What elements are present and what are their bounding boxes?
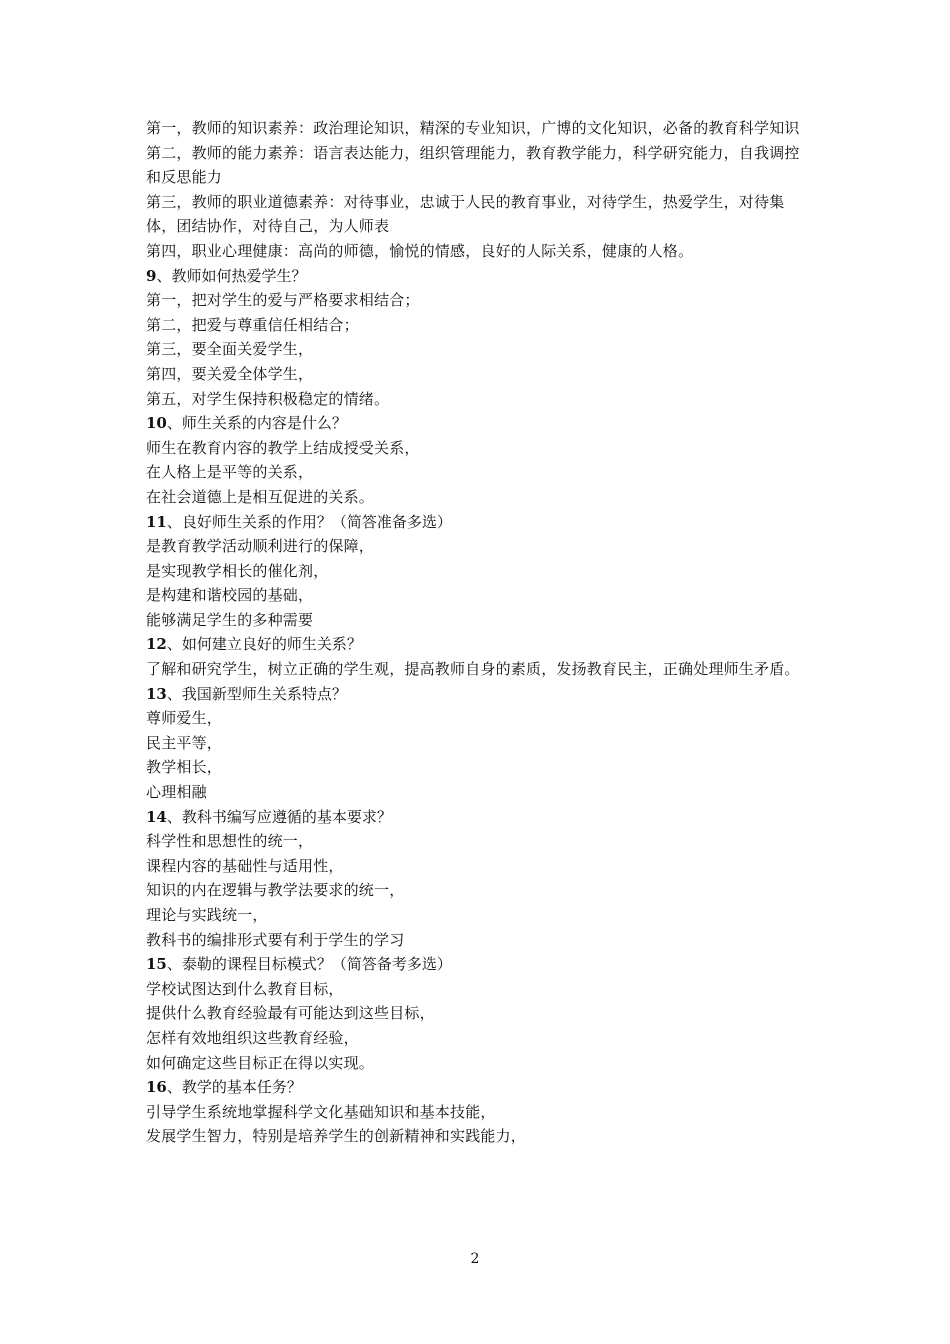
paragraph-line: 第三，要全面关爱学生， xyxy=(146,340,314,359)
question-number: 11 xyxy=(146,512,167,531)
paragraph-line: 如何确定这些目标正在得以实现。 xyxy=(146,1053,375,1072)
question-number: 13 xyxy=(146,684,167,703)
paragraph-line: 引导学生系统地掌握科学文化基础知识和基本技能， xyxy=(146,1102,496,1121)
question-text: 、教师如何热爱学生？ xyxy=(156,266,307,285)
question-number: 9 xyxy=(146,266,157,285)
paragraph-line: 第四，职业心理健康：高尚的师德，愉悦的情感，良好的人际关系，健康的人格。 xyxy=(146,241,694,260)
paragraph-line: 第一，教师的知识素养：政治理论知识，精深的专业知识，广博的文化知识，必备的教育科学知识 xyxy=(146,119,800,137)
paragraph-line: 第二，教师的能力素养：语言表达能力，组织管理能力，教育教学能力，科学研究能力，自我调控和反思能力 xyxy=(146,143,800,187)
question-number: 12 xyxy=(146,635,167,654)
paragraph-line: 是构建和谐校园的基础， xyxy=(146,586,314,605)
question-text: 、我国新型师生关系特点？ xyxy=(166,684,347,703)
question-text: 、泰勒的课程目标模式？（简答备考多选） xyxy=(166,955,452,974)
paragraph-line: 第一，把对学生的爱与严格要求相结合； xyxy=(146,291,420,310)
question-heading xyxy=(146,682,810,707)
paragraph-line: 是实现教学相长的催化剂， xyxy=(146,561,329,580)
paragraph-line: 教科书的编排形式要有利于学生的学习 xyxy=(146,930,405,949)
paragraph-line: 是教育教学活动顺利进行的保障， xyxy=(146,537,375,556)
page-number: 2 xyxy=(470,1251,480,1267)
paragraph-line: 发展学生智力，特别是培养学生的创新精神和实践能力， xyxy=(146,1127,527,1146)
paragraph-line: 第四，要关爱全体学生， xyxy=(146,364,314,383)
paragraph-line: 提供什么教育经验最有可能达到这些目标， xyxy=(146,1004,435,1023)
question-heading xyxy=(146,632,810,657)
paragraph-line: 师生在教育内容的教学上结成授受关系， xyxy=(146,438,420,457)
question-heading xyxy=(146,510,810,535)
question-number: 15 xyxy=(146,955,167,974)
paragraph-line: 学校试图达到什么教育目标， xyxy=(146,979,344,998)
question-text: 、教学的基本任务？ xyxy=(166,1078,302,1097)
paragraph-line: 在社会道德上是相互促进的关系。 xyxy=(146,487,375,506)
paragraph-line: 理论与实践统一， xyxy=(146,906,268,924)
paragraph-line: 课程内容的基础性与适用性， xyxy=(146,856,344,875)
paragraph-line: 民主平等， xyxy=(146,733,223,752)
paragraph-line: 知识的内在逻辑与教学法要求的统一， xyxy=(146,881,405,900)
question-heading xyxy=(146,805,810,830)
question-heading xyxy=(146,952,810,977)
question-heading xyxy=(146,264,810,289)
paragraph-line: 在人格上是平等的关系， xyxy=(146,463,314,482)
document-body xyxy=(146,116,810,1149)
paragraph-line: 心理相融 xyxy=(146,783,207,802)
question-text: 、良好师生关系的作用？（简答准备多选） xyxy=(166,512,452,531)
paragraph-line: 第二，把爱与尊重信任相结合； xyxy=(146,315,359,334)
paragraph-line: 怎样有效地组织这些教育经验， xyxy=(146,1028,359,1047)
question-text: 、如何建立良好的师生关系？ xyxy=(166,635,362,654)
paragraph-line: 第五，对学生保持积极稳定的情绪。 xyxy=(146,389,390,408)
question-number: 10 xyxy=(146,414,167,433)
question-number: 14 xyxy=(146,807,167,826)
question-text: 、教科书编写应遵循的基本要求？ xyxy=(166,807,392,826)
paragraph-line: 能够满足学生的多种需要 xyxy=(146,610,314,629)
question-heading xyxy=(146,1075,810,1100)
paragraph-line: 科学性和思想性的统一， xyxy=(146,832,314,851)
paragraph-line: 尊师爱生， xyxy=(146,709,223,728)
question-text: 、师生关系的内容是什么？ xyxy=(166,414,347,433)
question-heading xyxy=(146,411,810,436)
question-number: 16 xyxy=(146,1078,167,1097)
paragraph-line: 第三，教师的职业道德素养：对待事业，忠诚于人民的教育事业，对待学生，热爱学生，对待集体，团结协作，对待自己，为人师表 xyxy=(146,192,785,236)
paragraph-line: 教学相长， xyxy=(146,758,223,777)
paragraph-line: 了解和研究学生，树立正确的学生观，提高教师自身的素质，发扬教育民主，正确处理师生矛盾。 xyxy=(146,660,800,679)
